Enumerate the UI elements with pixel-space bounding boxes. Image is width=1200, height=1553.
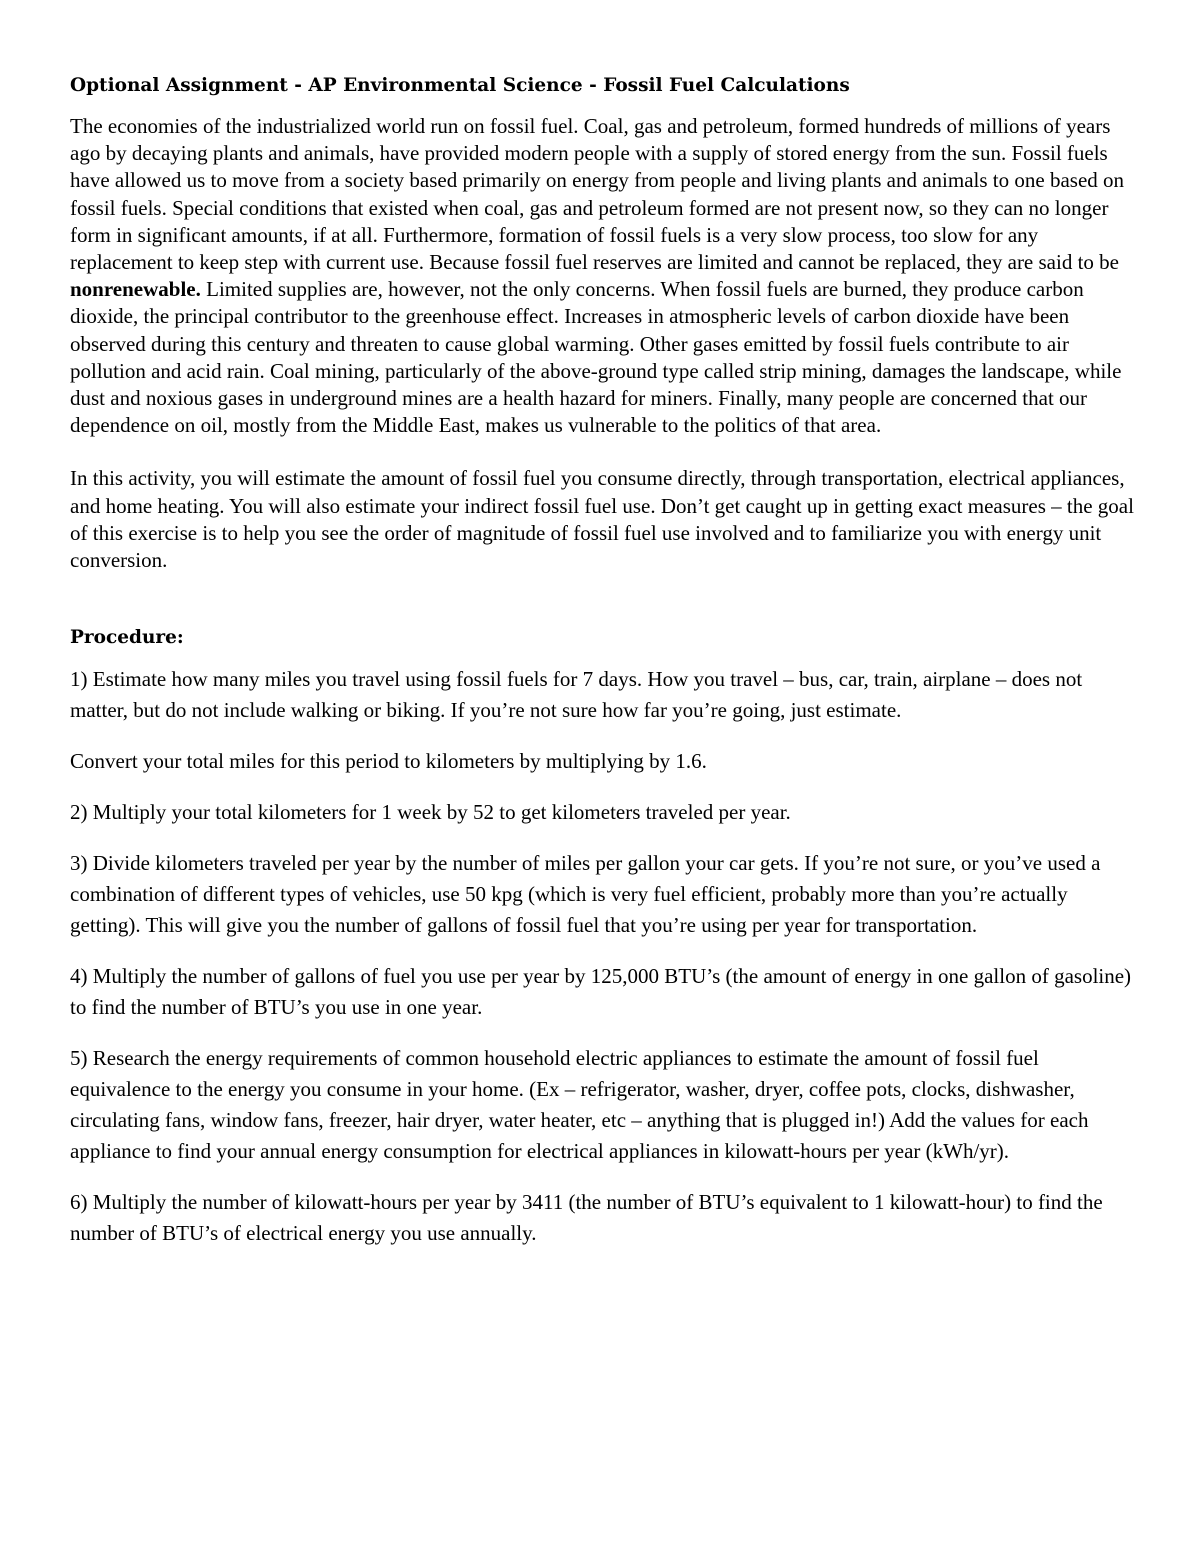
procedure-step: 6) Multiply the number of kilowatt-hours per year by 3411 (the number of BTU’s equivalent to 1 kilowatt-hour) to find the number of BTU’s of electrical energy you use annually. bbox=[70, 1190, 1103, 1246]
document-title: Optional Assignment - AP Environmental Science - Fossil Fuel Calculations bbox=[70, 75, 850, 96]
document-page bbox=[70, 72, 1140, 1269]
procedure-step: 5) Research the energy requirements of common household electric appliances to estimate the amount of fossil fuel equivalence to the energy you consume in your home. (Ex – refrigerator, washer, dryer, coffee pots, clocks, dishwasher, circulating fans, window fans, freezer, hair dryer, water heater, etc – anything that is plugged in!) Add the values for each appliance to find your annual energy consumption for electrical appliances in kilowatt-hours per year (kWh/yr). bbox=[70, 1046, 1089, 1164]
procedure-step: 1) Estimate how many miles you travel using fossil fuels for 7 days. How you travel – bus, car, train, airplane – does not matter, but do not include walking or biking. If you’re not sure how far you’re going, just estimate. bbox=[70, 667, 1083, 723]
nonrenewable-term: nonrenewable. bbox=[70, 277, 201, 302]
intro-paragraph-1-text: The economies of the industrialized world run on fossil fuel. Coal, gas and petroleum, formed hundreds of millions of years ago by decaying plants and animals, have provided modern people with a supply of stored energy from the sun. Fossil fuels have allowed us to move from a society based primarily on energy from people and living plants and animals to one based on fossil fuels. Special conditions that existed when coal, gas and petroleum formed are not present now, so they can no longer form in significant amounts, if at all. Furthermore, formation of fossil fuels is a very slow process, too slow for any replacement to keep step with current use. Because fossil fuel reserves are limited and cannot be replaced, they are said to be bbox=[70, 114, 1125, 275]
procedure-step: Convert your total miles for this period to kilometers by multiplying by 1.6. bbox=[70, 749, 707, 774]
procedure-step: 2) Multiply your total kilometers for 1 week by 52 to get kilometers traveled per year. bbox=[70, 800, 791, 825]
intro-paragraph-1-continuation: Limited supplies are, however, not the only concerns. When fossil fuels are burned, they produce carbon dioxide, the principal contributor to the greenhouse effect. Increases in atmospheric levels of carbon dioxide have been observed during this century and threaten to cause global warming. Other gases emitted by fossil fuels contribute to air pollution and acid rain. Coal mining, particularly of the above-ground type called strip mining, damages the landscape, while dust and noxious gases in underground mines are a health hazard for miners. Finally, many people are concerned that our dependence on oil, mostly from the Middle East, makes us vulnerable to the politics of that area. bbox=[70, 277, 1122, 438]
procedure-step: 4) Multiply the number of gallons of fuel you use per year by 125,000 BTU’s (the amount of energy in one gallon of gasoline) to find the number of BTU’s you use in one year. bbox=[70, 964, 1132, 1020]
intro-paragraph-2: In this activity, you will estimate the amount of fossil fuel you consume directly, through transportation, electrical appliances, and home heating. You will also estimate your indirect fossil fuel use. Don’t get caught up in getting exact measures – the goal of this exercise is to help you see the order of magnitude of fossil fuel use involved and to familiarize you with energy unit conversion. bbox=[70, 466, 1134, 573]
procedure-heading: Procedure: bbox=[70, 627, 184, 649]
procedure-step: 3) Divide kilometers traveled per year by the number of miles per gallon your car gets. If you’re not sure, or you’ve used a combination of different types of vehicles, use 50 kpg (which is very fuel efficient, probably more than you’re actually getting). This will give you the number of gallons of fossil fuel that you’re using per year for transportation. bbox=[70, 851, 1101, 938]
intro-paragraph-1 bbox=[70, 113, 1140, 439]
